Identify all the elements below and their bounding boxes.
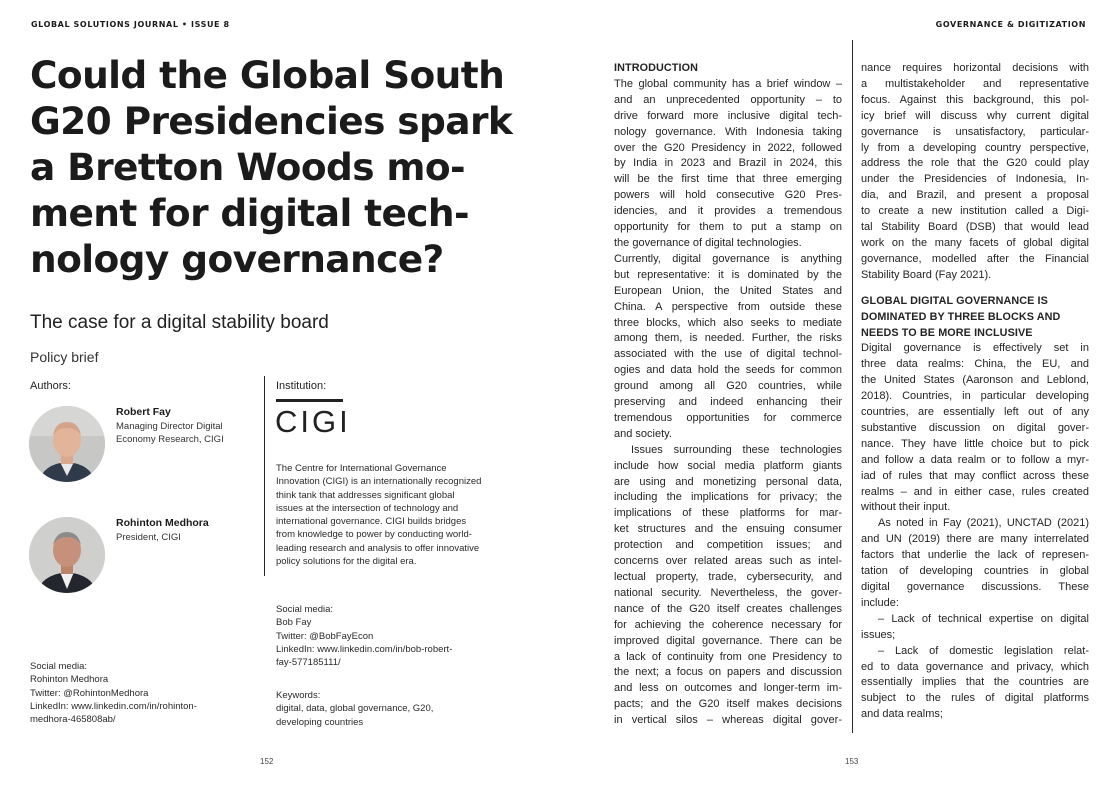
body-text-line: are using and monetizing personal data, bbox=[614, 475, 842, 488]
body-text-line: and follow a data realm or to follow a myr- bbox=[861, 453, 1089, 466]
body-text-line: idencies, and it provides a tremendous bbox=[614, 205, 842, 218]
body-text-line: – Lack of domestic legislation relat- bbox=[878, 644, 1089, 657]
body-text-line: including the implications for privacy; the bbox=[614, 491, 842, 504]
description-line: think tank that addresses significant global bbox=[276, 489, 455, 501]
author-role-line: President, CIGI bbox=[116, 532, 181, 543]
section-heading: DOMINATED BY THREE BLOCKS AND bbox=[861, 310, 1061, 323]
body-text-line: will be the first time that three emerging bbox=[614, 173, 842, 186]
body-text-line: factors that underlie the lack of represen- bbox=[861, 549, 1089, 562]
body-text-line: Issues surrounding these technologies bbox=[631, 443, 842, 456]
social-line: Twitter: @RohintonMedhora bbox=[30, 687, 149, 699]
body-text-line: focus. Against this background, this pol- bbox=[861, 93, 1089, 106]
body-text-line: powers will hold consecutive G20 Pres- bbox=[614, 189, 842, 202]
body-text-line: in vertical silos – whereas digital gover- bbox=[614, 714, 842, 727]
body-text-line: three data realms: China, the EU, and bbox=[861, 358, 1089, 371]
author-role bbox=[116, 531, 266, 544]
article-subtitle: The case for a digital stability board bbox=[30, 312, 329, 333]
keywords-line: Keywords: bbox=[276, 690, 321, 701]
social-line: medhora-465808ab/ bbox=[30, 714, 116, 726]
body-text-line: ket structures and the ensuing consumer bbox=[614, 523, 842, 536]
body-text-line: tal Stability Board (DSB) that would lead bbox=[861, 221, 1089, 234]
body-text-line: for achieving the coherence necessary for bbox=[614, 618, 842, 631]
body-text-line: under the Presidencies of Indonesia, In- bbox=[861, 173, 1089, 186]
body-text-line: drive forward more inclusive digital tech- bbox=[614, 109, 842, 122]
right-page bbox=[557, 0, 1114, 787]
body-text-line: preserving and indeed enhancing their bbox=[614, 396, 842, 409]
body-text-line: associated with the use of digital technol- bbox=[614, 348, 842, 361]
running-head-right: GOVERNANCE & DIGITIZATION bbox=[935, 20, 1086, 29]
portrait-icon bbox=[29, 517, 105, 593]
body-text-line: The global community has a brief window – bbox=[614, 77, 842, 90]
body-text-line: the United States (Aaronson and Leblond, bbox=[861, 374, 1089, 387]
author-name: Rohinton Medhora bbox=[116, 517, 209, 529]
article-title bbox=[30, 52, 530, 282]
description-line: issues at the intersection of technology and bbox=[276, 502, 459, 514]
body-text-line: substantive discussion on digital gover- bbox=[861, 421, 1089, 434]
body-text-line: protection and competition issues; and bbox=[614, 539, 842, 552]
body-text-line: nance. They have little choice but to pick bbox=[861, 437, 1089, 450]
body-text-line: As noted in Fay (2021), UNCTAD (2021) bbox=[878, 517, 1089, 530]
body-text-line: among them, is needed. Further, the risks bbox=[614, 332, 842, 345]
body-text-line: ly from a developing country perspective, bbox=[861, 141, 1089, 154]
body-text-line: by India in 2023 and Brazil in 2024, this bbox=[614, 157, 842, 170]
body-text-line: – Lack of technical expertise on digital bbox=[878, 612, 1089, 625]
body-text-line: and less on outcomes and longer-term im- bbox=[614, 682, 842, 695]
running-head-left: GLOBAL SOLUTIONS JOURNAL • ISSUE 8 bbox=[31, 20, 230, 29]
description-line: The Centre for International Governance bbox=[276, 463, 447, 474]
body-text-line: national security. Nevertheless, the gover- bbox=[614, 586, 842, 599]
institution-label: Institution: bbox=[276, 380, 327, 392]
body-text-line: nance requires horizontal decisions with bbox=[861, 62, 1089, 74]
body-text-line: iad of rules that may conflict across these bbox=[861, 469, 1089, 482]
text-column-2 bbox=[861, 61, 1089, 723]
keywords bbox=[276, 689, 433, 729]
body-text-line: a multistakeholder and representative bbox=[861, 77, 1089, 90]
body-text-line: improved digital governance. There can be bbox=[614, 634, 842, 647]
body-text-line: subject to the rules of digital platforms bbox=[861, 692, 1089, 705]
keywords-line: digital, data, global governance, G20, bbox=[276, 703, 434, 715]
author-role bbox=[116, 420, 266, 446]
author-photo-robert-fay bbox=[29, 406, 105, 482]
section-heading: NEEDS TO BE MORE INCLUSIVE bbox=[861, 326, 1033, 339]
author-role-line: Managing Director Digital bbox=[116, 421, 223, 432]
body-text-line: 2018). Countries, in particular developing bbox=[861, 390, 1089, 403]
title-line: a Bretton Woods mo- bbox=[30, 145, 466, 189]
page-number-right: 153 bbox=[845, 757, 859, 766]
body-text-line: without their input. bbox=[861, 501, 951, 514]
text-column-1 bbox=[614, 61, 842, 729]
body-text-line: nology governance. With Indonesia taking bbox=[614, 125, 842, 138]
body-text-line: and UN (2019) there are many interrelated bbox=[861, 533, 1089, 546]
body-text-line: digital governance discussions. These bbox=[861, 581, 1089, 593]
body-text-line: to create a new institution called a Digi- bbox=[861, 205, 1089, 218]
document-type: Policy brief bbox=[30, 349, 99, 365]
title-line: G20 Presidencies spark bbox=[30, 99, 513, 143]
body-text-line: and society. bbox=[614, 427, 672, 440]
body-text-line: ground among all G20 countries, while bbox=[614, 380, 842, 393]
body-text-line: tremendous opportunities for commerce bbox=[614, 411, 842, 424]
body-text-line: and data realms; bbox=[861, 708, 943, 721]
social-line: Twitter: @BobFayEcon bbox=[276, 630, 374, 642]
title-line: nology governance? bbox=[30, 237, 444, 281]
section-heading-introduction: INTRODUCTION bbox=[614, 62, 698, 74]
social-line: Rohinton Medhora bbox=[30, 674, 109, 686]
body-text-line: concerns over related areas such as intel- bbox=[614, 555, 842, 568]
keywords-line: developing countries bbox=[276, 716, 364, 728]
body-text-line: ed to data governance and privacy, which bbox=[861, 660, 1089, 673]
section-heading: GLOBAL DIGITAL GOVERNANCE IS bbox=[861, 294, 1048, 307]
social-line: Social media: bbox=[276, 604, 334, 615]
author-social-media bbox=[30, 660, 197, 726]
institution-divider bbox=[264, 376, 265, 576]
body-text-line: and an unprecedented opportunity – to bbox=[614, 93, 842, 106]
body-text-line: the governance of digital technologies. bbox=[614, 236, 802, 249]
institution-social-media bbox=[276, 603, 452, 669]
author-photo-rohinton-medhora bbox=[29, 517, 105, 593]
body-text-line: lectual property, trade, cybersecurity, and bbox=[614, 571, 842, 583]
body-text-line: but representative: it is dominated by the bbox=[614, 268, 842, 281]
description-line: policy solutions for the digital era. bbox=[276, 556, 417, 568]
portrait-icon bbox=[29, 406, 105, 482]
body-text-line: governance is unsatisfactory, particular- bbox=[861, 125, 1089, 138]
title-line: ment for digital tech- bbox=[30, 191, 469, 235]
body-text-line: include: bbox=[861, 596, 899, 609]
body-text-line: governance, modelled after the Financial bbox=[861, 252, 1089, 265]
body-text-line: European Union, the United States and bbox=[614, 284, 842, 297]
body-text-line: three blocks, which also seeks to mediate bbox=[614, 316, 842, 329]
description-line: from knowledge to power by conducting world- bbox=[276, 529, 472, 541]
body-text-line: pacts; and the G20 itself makes decisions bbox=[614, 698, 842, 711]
body-text-line: work on the many facets of global digital bbox=[861, 236, 1089, 249]
description-line: international governance. CIGI builds bridges bbox=[276, 516, 467, 528]
logo-bar bbox=[276, 399, 343, 402]
institution-description bbox=[276, 462, 516, 568]
author-role-line: Economy Research, CIGI bbox=[116, 434, 224, 445]
column-divider bbox=[852, 40, 853, 733]
authors-label: Authors: bbox=[30, 380, 71, 392]
body-text-line: the next; a focus on papers and discussion bbox=[614, 666, 842, 679]
social-line: LinkedIn: www.linkedin.com/in/rohinton- bbox=[30, 700, 197, 712]
body-text-line: essentially implies that the countries are bbox=[861, 676, 1089, 689]
description-line: leading research and analysis to offer innovative bbox=[276, 542, 480, 554]
body-text-line: issues; bbox=[861, 628, 896, 641]
description-line: Innovation (CIGI) is an internationally recognized bbox=[276, 476, 482, 488]
body-text-line: address the role that the G20 could play bbox=[861, 157, 1089, 170]
body-text-line: a lack of continuity from one Presidency to bbox=[614, 650, 842, 663]
body-text-line: tation of developing countries in global bbox=[861, 565, 1089, 578]
body-text-line: Currently, digital governance is anything bbox=[614, 252, 842, 265]
social-line: Social media: bbox=[30, 661, 88, 672]
body-text-line: icy brief will discuss why current digital bbox=[861, 109, 1089, 122]
body-text-line: China. A perspective from outside these bbox=[614, 300, 842, 313]
body-text-line: realms – and in either case, rules created bbox=[861, 485, 1089, 498]
body-text-line: opportunity for them to put a stamp on bbox=[614, 221, 842, 234]
body-text-line: over the G20 Presidency in 2022, followed bbox=[614, 141, 842, 154]
body-text-line: nance of the G20 itself creates challenges bbox=[614, 602, 842, 615]
body-text-line: implications of these platforms for mar- bbox=[614, 507, 842, 520]
author-name: Robert Fay bbox=[116, 406, 171, 418]
page-number-left: 152 bbox=[260, 757, 274, 766]
body-text-line: Stability Board (Fay 2021). bbox=[861, 268, 992, 281]
body-text-line: include how social media platform giants bbox=[614, 459, 842, 472]
body-text-line: ogies and data hold the seeds for common bbox=[614, 364, 842, 377]
social-line: Bob Fay bbox=[276, 617, 312, 629]
title-line: Could the Global South bbox=[30, 53, 505, 97]
cigi-logo: CIGI bbox=[275, 404, 351, 439]
social-line: fay-577185111/ bbox=[276, 657, 341, 669]
body-text-line: dia, and Brazil, and present a proposal bbox=[861, 189, 1089, 202]
paragraph-gap bbox=[861, 284, 1089, 294]
social-line: LinkedIn: www.linkedin.com/in/bob-robert- bbox=[276, 643, 453, 655]
body-text-line: Digital governance is effectively set in bbox=[861, 342, 1089, 355]
body-text-line: countries, are essentially left out of any bbox=[861, 406, 1089, 419]
